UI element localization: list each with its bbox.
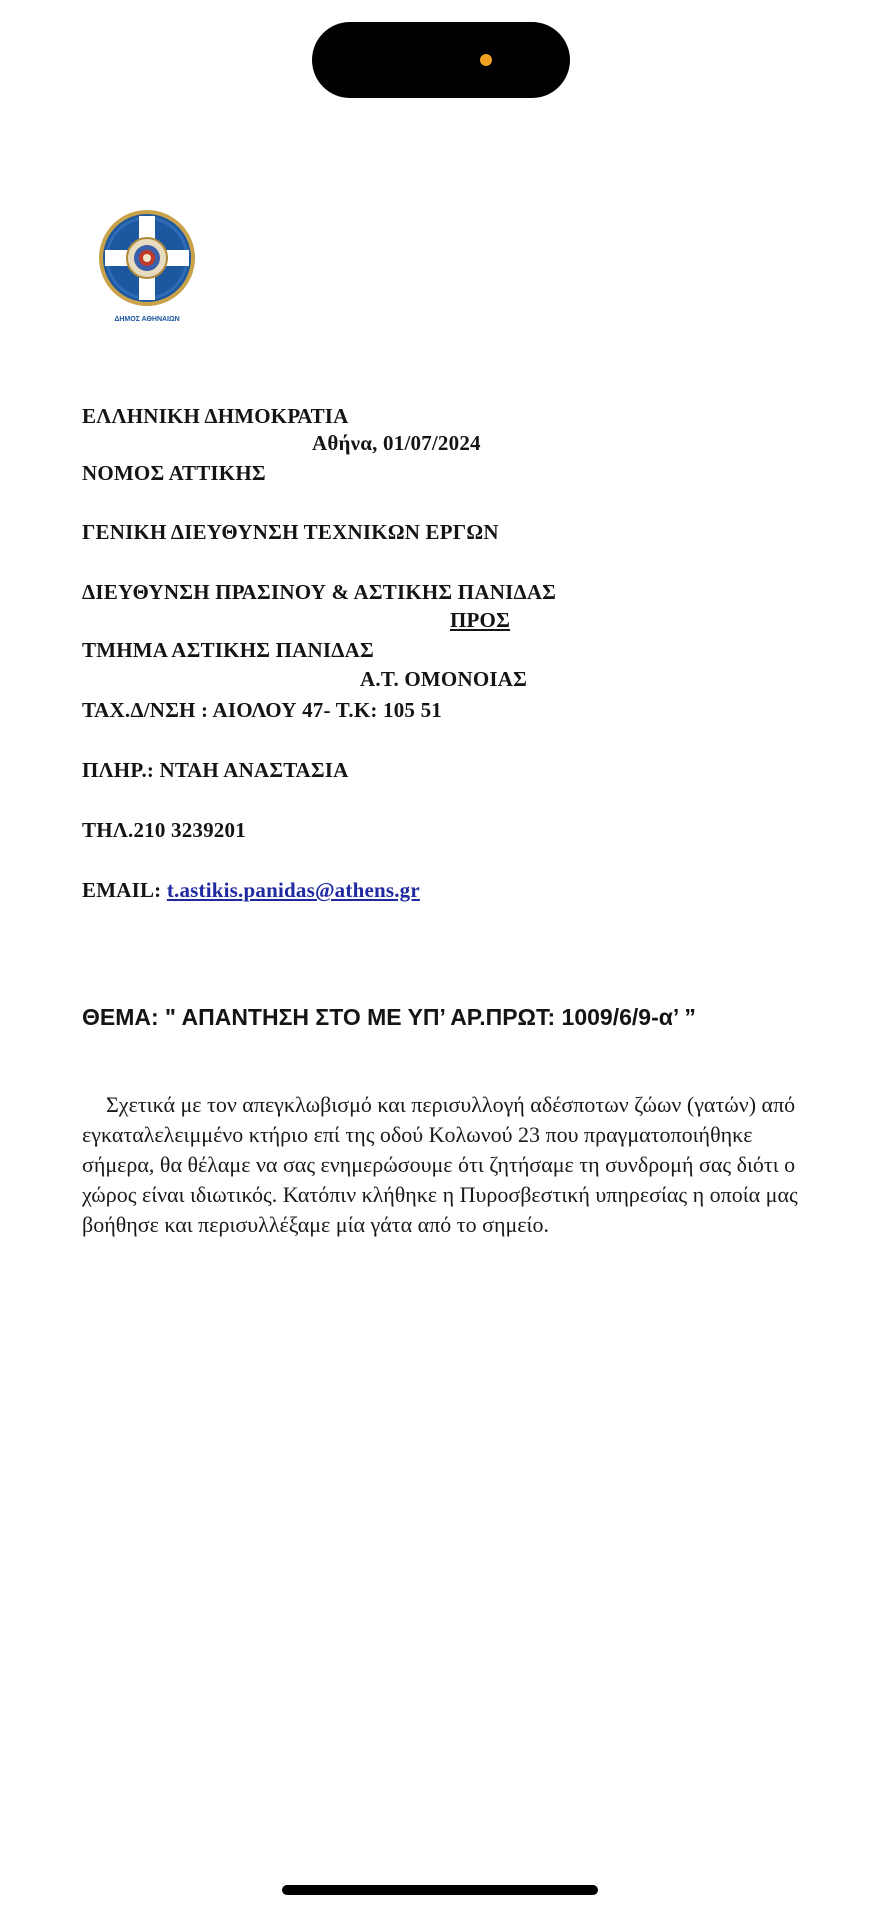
municipality-logo — [92, 206, 202, 324]
directorate-line: ΔΙΕΥΘΥΝΣΗ ΠΡΑΣΙΝΟΥ & ΑΣΤΙΚΗΣ ΠΑΝΙΔΑΣ — [82, 580, 557, 604]
camera-indicator-dot — [480, 54, 492, 66]
info-line: ΠΛΗΡ.: ΝΤΑΗ ΑΝΑΣΤΑΣΙΑ — [82, 758, 349, 782]
phone-line: ΤΗΛ.210 3239201 — [82, 818, 246, 842]
letter-date: Αθήνα, 01/07/2024 — [312, 431, 481, 455]
prefecture-line: ΝΟΜΟΣ ΑΤΤΙΚΗΣ — [82, 461, 266, 485]
letter-body: Σχετικά με τον απεγκλωβισμό και περισυλλογή αδέσποτων ζώων (γατών) από εγκαταλελειμμένο κτήριο επί της οδού Κολωνού 23 που πραγματοποιήθηκε σήμερα, θα θέλαμε να σας ενημερώσουμε ότι ζητήσαμε τη συνδρομή σας διότι ο χώρος είναι ιδιωτικός. Κατόπιν κλήθηκε η Πυροσβεστική υπηρεσίας η οποία μας βοήθησε και περισυλλέξαμε μία γάτα από το σημείο. — [82, 1092, 798, 1237]
department-line: ΤΜΗΜΑ ΑΣΤΙΚΗΣ ΠΑΝΙΔΑΣ — [82, 638, 374, 662]
letter-subject: ΘΕΜΑ: " ΑΠΑΝΤΗΣΗ ΣΤΟ ΜΕ ΥΠ’ ΑΡ.ΠΡΩΤ: 1009/6/9-α’ ” — [82, 1004, 696, 1030]
to-label: ΠΡΟΣ — [450, 608, 511, 632]
republic-heading: ΕΛΛΗΝΙΚΗ ΔΗΜΟΚΡΑΤΙΑ — [82, 404, 349, 428]
address-line: ΤΑΧ.Δ/ΝΣΗ : ΑΙΟΛΟΥ 47- Τ.Κ: 105 51 — [82, 698, 442, 722]
dynamic-island — [312, 22, 570, 98]
email-line — [82, 880, 420, 901]
svg-text:ΔΗΜΟΣ ΑΘΗΝΑΙΩΝ: ΔΗΜΟΣ ΑΘΗΝΑΙΩΝ — [114, 316, 180, 323]
home-indicator[interactable] — [282, 1885, 598, 1895]
email-link[interactable]: t.astikis.panidas@athens.gr — [166, 878, 420, 902]
email-label: EMAIL: — [82, 878, 167, 902]
athens-seal-icon — [92, 206, 202, 324]
recipient-line: Α.Τ. ΟΜΟΝΟΙΑΣ — [360, 667, 528, 691]
general-directorate-line: ΓΕΝΙΚΗ ΔΙΕΥΘΥΝΣΗ ΤΕΧΝΙΚΩΝ ΕΡΓΩΝ — [82, 520, 499, 544]
